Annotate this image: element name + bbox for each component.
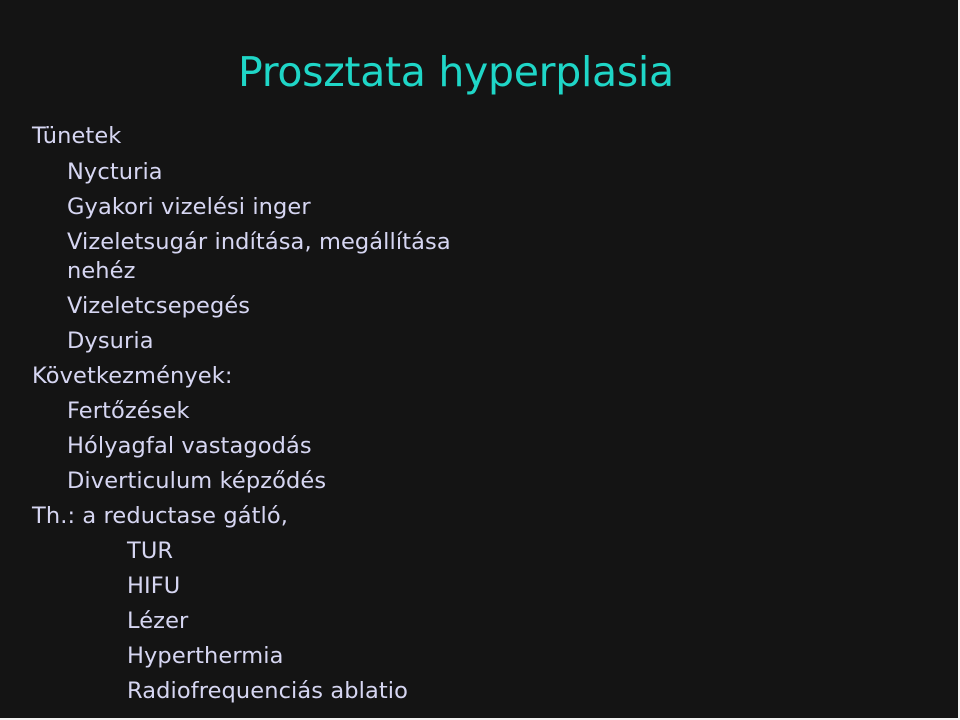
consequence-item: Diverticulum képződés: [67, 468, 327, 494]
consequences-heading: Következmények:: [32, 363, 233, 389]
symptom-item: Gyakori vizelési inger: [67, 194, 311, 220]
consequence-item: Fertőzések: [67, 398, 190, 424]
symptoms-heading: Tünetek: [32, 123, 122, 149]
therapy-item: HIFU: [127, 573, 181, 599]
symptom-item: Vizeletcsepegés: [67, 293, 251, 319]
symptom-item: Vizeletsugár indítása, megállítása: [67, 229, 451, 255]
therapy-item: Lézer: [127, 608, 189, 634]
symptom-item: Dysuria: [67, 328, 154, 354]
consequence-item: Hólyagfal vastagodás: [67, 433, 312, 459]
therapy-item: Radiofrequenciás ablatio: [127, 678, 409, 704]
symptom-item: Nycturia: [67, 159, 163, 185]
symptom-item-continuation: nehéz: [67, 258, 136, 284]
therapy-item: Hyperthermia: [127, 643, 284, 669]
therapy-item: TUR: [127, 538, 174, 564]
slide-title: Prosztata hyperplasia: [238, 48, 674, 96]
therapy-heading: Th.: a reductase gátló,: [32, 503, 289, 529]
